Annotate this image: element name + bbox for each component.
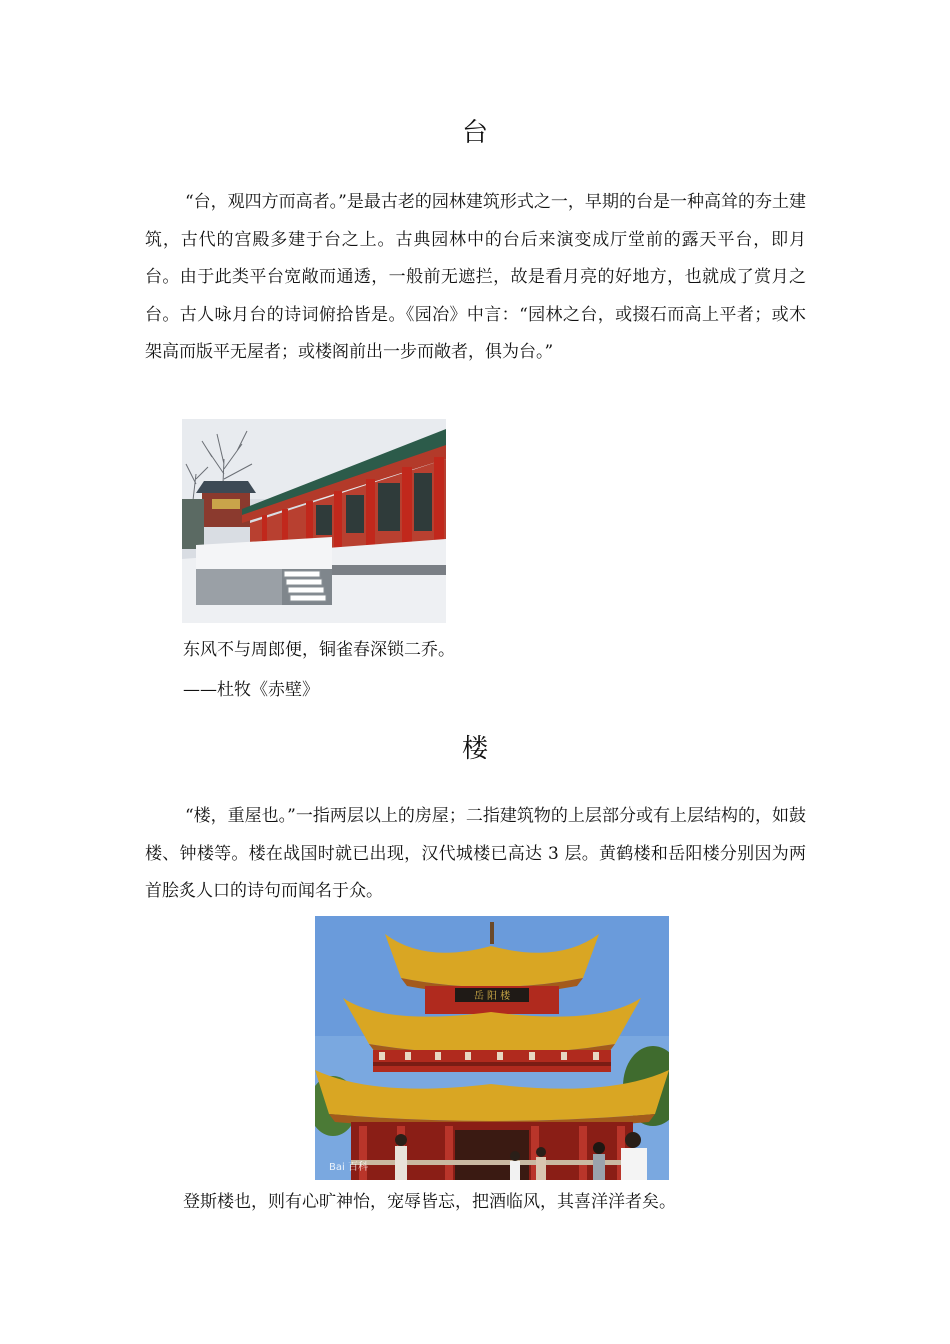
photo-snow-terrace	[182, 419, 446, 623]
section-paragraph-lou: “楼，重屋也。”一指两层以上的房屋；二指建筑物的上层部分或有上层结构的，如鼓楼、钟楼等。楼在战国时就已出现，汉代城楼已高达 3 层。黄鹤楼和岳阳楼分别因为两首脍炙人口的诗句而闻名于众。	[145, 806, 806, 901]
photo-yueyang-tower	[315, 916, 669, 1180]
section-heading-lou: 楼	[461, 734, 488, 764]
poem-line: 东风不与周郎便，铜雀春深锁二乔。	[183, 640, 455, 660]
poem-attribution: ——杜牧《赤壁》	[183, 680, 319, 700]
section-paragraph-tai: “台，观四方而高者。”是最古老的园林建筑形式之一，早期的台是一种高耸的夯土建筑，古代的宫殿多建于台之上。古典园林中的台后来演变成厅堂前的露天平台，即月台。由于此类平台宽敞而通透，一般前无遮拦，故是看月亮的好地方，也就成了赏月之台。古人咏月台的诗词俯拾皆是。《园冶》中言：“园林之台，或掇石而高上平者；或木架高而版平无屋者；或楼阁前出一步而敞者，俱为台。”	[145, 192, 806, 362]
section-heading-tai: 台	[461, 118, 488, 148]
tower-sign: 岳 阳 楼	[473, 991, 511, 1002]
photo-caption: 登斯楼也，则有心旷神怡，宠辱皆忘，把酒临风，其喜洋洋者矣。	[183, 1192, 676, 1212]
photo-watermark: Bai 百科	[329, 1162, 368, 1173]
